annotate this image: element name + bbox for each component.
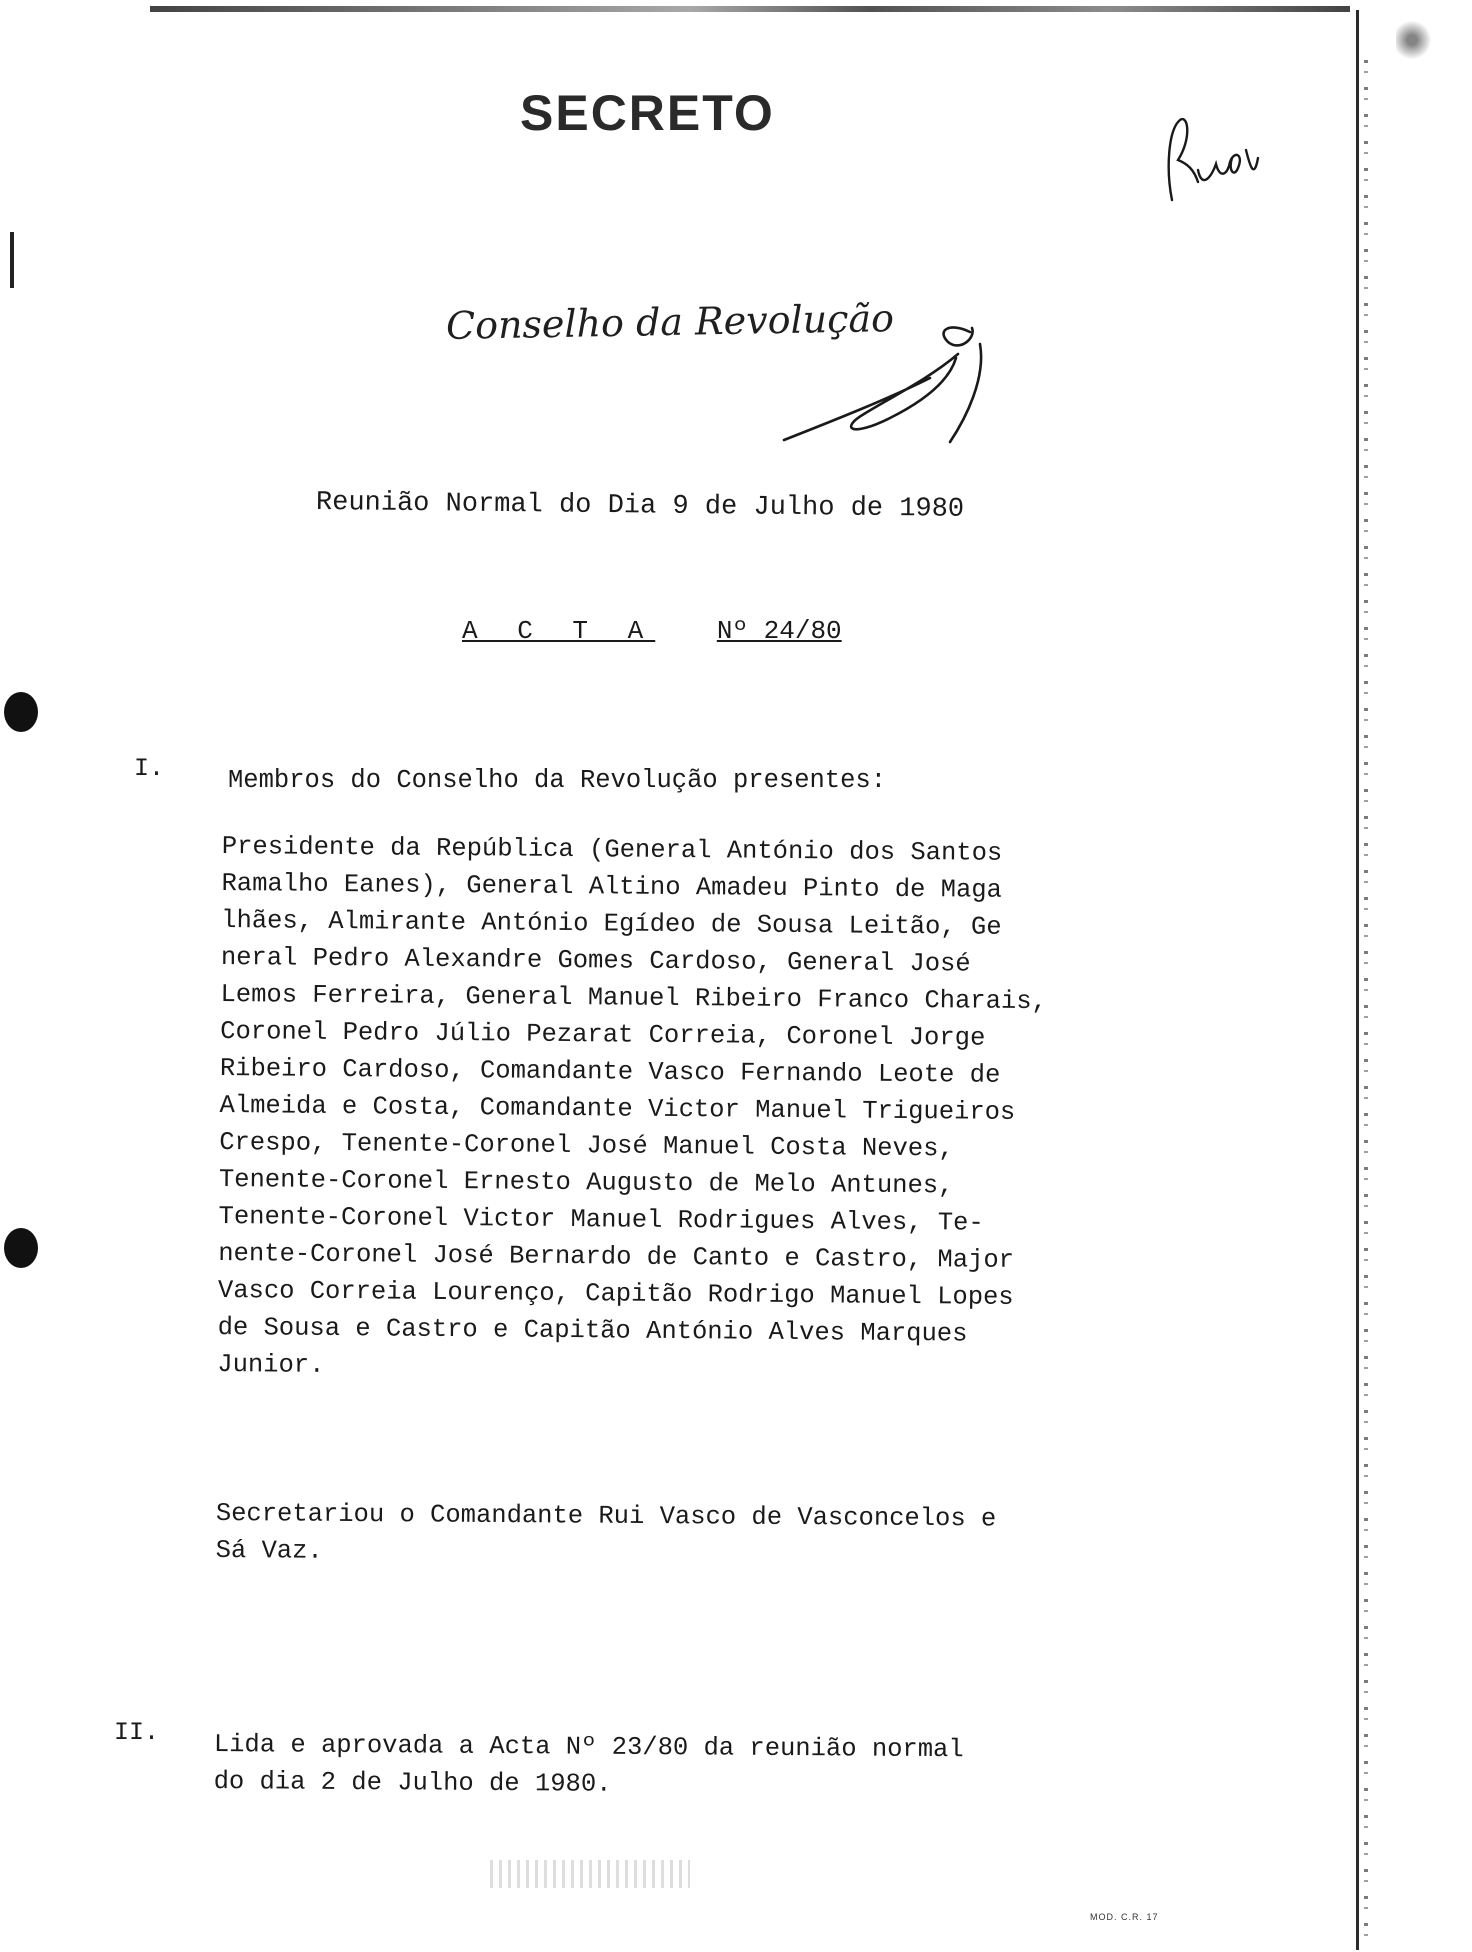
- acta-number: Nº 24/80: [716, 616, 842, 646]
- text-line: nente-Coronel José Bernardo de Canto e Castro, Major: [218, 1238, 1015, 1275]
- scan-speckle: [1364, 60, 1368, 1940]
- punch-hole-bottom: [4, 1228, 38, 1268]
- text-line: Secretariou o Comandante Rui Vasco de Vasconcelos e: [215, 1498, 997, 1534]
- acta-label: A C T A: [462, 616, 656, 646]
- signature: [780, 318, 1040, 458]
- text-line: Junior.: [217, 1349, 325, 1380]
- text-line: Vasco Correia Lourenço, Capitão Rodrigo Manuel Lopes: [217, 1275, 1014, 1312]
- text-line: Ribeiro Cardoso, Comandante Vasco Fernando Leote de: [219, 1053, 1001, 1090]
- section-1-heading: Membros do Conselho da Revolução presentes:: [228, 766, 887, 795]
- handwritten-initials: [1158, 110, 1268, 220]
- scan-right-edge: [1356, 10, 1359, 1950]
- text-line: do dia 2 de Julho de 1980.: [213, 1766, 612, 1799]
- punch-hole-top: [4, 692, 38, 732]
- text-line: Ramalho Eanes), General Altino Amadeu Pinto de Maga: [221, 868, 1003, 905]
- text-line: Lida e aprovada a Acta Nº 23/80 da reunião normal: [213, 1729, 964, 1765]
- text-line: de Sousa e Castro e Capitão António Alves Marques: [217, 1312, 968, 1349]
- minutes-number: [462, 616, 842, 646]
- form-code: MOD. C.R. 17: [1090, 1912, 1159, 1922]
- council-letterhead: Conselho da Revolução: [445, 296, 895, 348]
- text-line: Almeida e Costa, Comandante Victor Manuel Trigueiros: [219, 1090, 1016, 1127]
- text-line: neral Pedro Alexandre Gomes Cardoso, General José: [220, 942, 971, 979]
- members-list: [217, 828, 1048, 1390]
- secret-stamp: SECRETO: [520, 85, 775, 141]
- text-line: Presidente da República (General António dos Santos: [221, 831, 1003, 868]
- text-line: Tenente-Coronel Victor Manuel Rodrigues Alves, Te-: [218, 1201, 984, 1238]
- text-line: Coronel Pedro Júlio Pezarat Correia, Coronel Jorge: [220, 1016, 986, 1053]
- scan-corner-mark: [1396, 12, 1436, 82]
- scan-left-mark: [10, 232, 14, 288]
- scan-smudge: [490, 1860, 690, 1888]
- secretary-paragraph: [215, 1495, 996, 1574]
- meeting-subtitle: Reunião Normal do Dia 9 de Julho de 1980: [315, 488, 965, 525]
- text-line: Crespo, Tenente-Coronel José Manuel Costa Neves,: [219, 1127, 954, 1164]
- approval-paragraph: [213, 1726, 963, 1805]
- scan-top-edge: [150, 6, 1350, 12]
- text-line: Tenente-Coronel Ernesto Augusto de Melo Antunes,: [218, 1164, 954, 1201]
- section-numeral-2: II.: [114, 1718, 160, 1747]
- text-line: Lemos Ferreira, General Manuel Ribeiro Franco Charais,: [220, 979, 1047, 1017]
- text-line: Sá Vaz.: [215, 1535, 323, 1566]
- text-line: lhães, Almirante António Egídeo de Sousa Leitão, Ge: [221, 905, 1002, 942]
- section-numeral-1: I.: [134, 754, 165, 783]
